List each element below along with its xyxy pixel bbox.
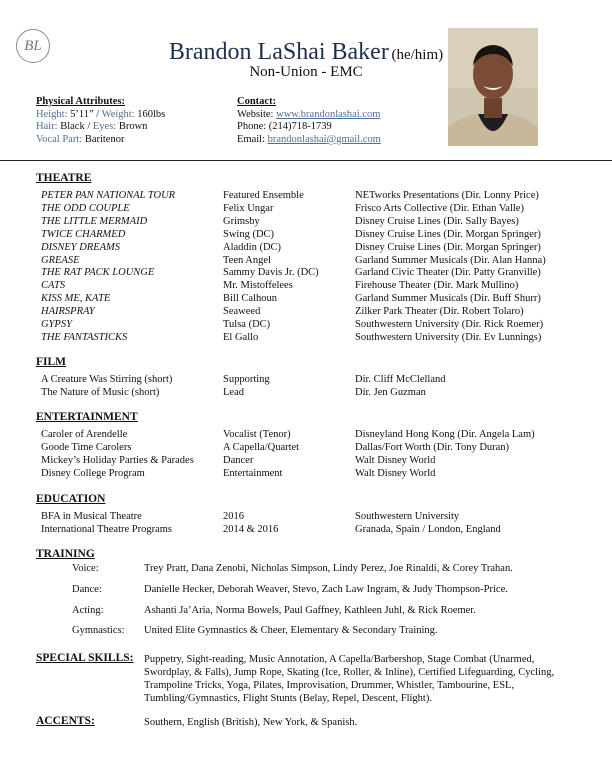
credit-title: BFA in Musical Theatre (41, 511, 142, 522)
training-instructors: Trey Pratt, Dana Zenobi, Nicholas Simpson, Lindy Perez, Joe Rinaldi, & Corey Trahan. (144, 563, 513, 574)
credit-row (0, 331, 612, 344)
credit-role: Vocalist (Tenor) (223, 429, 291, 440)
headshot-illustration (448, 28, 538, 146)
email-label: Email: (237, 133, 265, 145)
credit-role: 2016 (223, 511, 244, 522)
physical-heading: Physical Attributes: (36, 96, 125, 107)
credit-row (0, 189, 612, 202)
credit-title: THE FANTASTICKS (41, 331, 128, 343)
pronouns: (he/him) (391, 47, 444, 63)
credit-role: Aladdin (DC) (223, 241, 282, 253)
credit-company: Southwestern University (Dir. Ev Lunnings) (355, 331, 542, 343)
credit-role: Entertainment (223, 467, 283, 479)
credit-role: Bill Calhoun (223, 293, 277, 305)
credit-row (0, 241, 612, 254)
height-value: 5’11” (70, 108, 94, 120)
separator: / (84, 121, 93, 133)
credit-row (0, 523, 612, 536)
training-title: TRAINING (36, 548, 95, 560)
training-discipline: Dance: (72, 583, 102, 595)
credit-title: PETER PAN NATIONAL TOUR (41, 190, 176, 201)
credit-row (0, 318, 612, 331)
credit-title: THE LITTLE MERMAID (41, 215, 148, 227)
website-label: Website: (237, 108, 274, 120)
credit-role: A Capella/Quartet (223, 441, 300, 453)
credit-row (0, 454, 612, 467)
credit-title: GREASE (41, 254, 80, 266)
credit-company: Walt Disney World (355, 467, 436, 479)
website-line (237, 109, 381, 122)
vocal-line (36, 134, 165, 147)
credit-company: Southwestern University (355, 511, 460, 522)
physical-attributes-block (36, 96, 165, 146)
actor-name: Brandon LaShai Baker (168, 39, 389, 65)
header-divider (0, 160, 612, 161)
credit-title: HAIRSPRAY (41, 306, 95, 318)
eyes-label: Eyes: (92, 121, 117, 133)
credit-company: Dir. Jen Guzman (355, 386, 426, 398)
credit-company: Frisco Arts Collective (Dir. Ethan Valle) (355, 202, 524, 214)
credit-row (0, 266, 612, 279)
credit-row (0, 279, 612, 292)
credit-title: CATS (41, 280, 66, 292)
training-instructors: Ashanti Ja’Aria, Norma Bowels, Paul Gaffney, Kathleen Juhl, & Rick Roemer. (144, 604, 476, 616)
training-instructors: United Elite Gymnastics & Cheer, Elementary & Secondary Training. (144, 625, 438, 637)
union-status: Non-Union - EMC (249, 64, 363, 80)
credit-title: The Nature of Music (short) (41, 386, 160, 398)
logo-lettering: BL (24, 37, 42, 54)
headshot-photo (448, 28, 538, 146)
phone-label: Phone: (237, 121, 267, 133)
credit-row (0, 202, 612, 215)
credit-role: Tulsa (DC) (223, 319, 271, 330)
credit-company: NETworks Presentations (Dir. Lonny Price) (355, 190, 539, 201)
training-discipline: Voice: (72, 563, 99, 574)
credit-title: A Creature Was Stirring (short) (41, 374, 173, 385)
credit-role: Felix Ungar (223, 202, 274, 214)
credit-role: Supporting (223, 374, 270, 385)
credit-title: Disney College Program (41, 467, 145, 479)
credit-role: Seaweed (223, 306, 261, 318)
vocal-value: Baritenor (84, 133, 125, 145)
vocal-label: Vocal Part: (36, 133, 83, 145)
credit-row (0, 373, 612, 386)
credit-company: Disney Cruise Lines (Dir. Sally Bayes) (355, 215, 519, 227)
credit-row (0, 386, 612, 399)
credit-role: Teen Angel (223, 254, 271, 266)
credit-company: Firehouse Theater (Dir. Mark Mullino) (355, 280, 519, 292)
credit-role: Featured Ensemble (223, 190, 304, 201)
credit-role: Grimsby (223, 215, 260, 227)
hair-label: Hair: (36, 121, 58, 133)
credit-company: Dir. Cliff McClelland (355, 374, 446, 385)
training-discipline: Acting: (72, 604, 104, 616)
height-weight-line (36, 109, 165, 122)
credit-row (0, 510, 612, 523)
hair-value: Black (60, 121, 85, 133)
credit-company: Walt Disney World (355, 454, 436, 466)
website-link[interactable]: www.brandonlashai.com (276, 108, 381, 120)
credit-title: THE RAT PACK LOUNGE (41, 267, 155, 279)
credit-row (0, 467, 612, 480)
credit-company: Disney Cruise Lines (Dir. Morgan Springer) (355, 241, 541, 253)
education-title: EDUCATION (36, 493, 106, 505)
credit-role: Sammy Davis Jr. (DC) (223, 267, 319, 279)
credit-company: Garland Summer Musicals (Dir. Alan Hanna) (355, 254, 546, 266)
credit-title: GYPSY (41, 319, 72, 330)
special-skills-title: SPECIAL SKILLS: (36, 652, 134, 664)
accents-title: ACCENTS: (36, 715, 95, 727)
credit-row (0, 215, 612, 228)
credit-row (0, 254, 612, 267)
separator: / (93, 108, 102, 120)
email-line (237, 134, 381, 147)
credit-row (0, 292, 612, 305)
weight-label: Weight: (101, 108, 135, 120)
credit-role: 2014 & 2016 (223, 523, 279, 535)
credit-title: Caroler of Arendelle (41, 429, 128, 440)
credit-company: Zilker Park Theater (Dir. Robert Tolaro) (355, 306, 524, 318)
entertainment-title: ENTERTAINMENT (36, 411, 138, 423)
credit-role: Swing (DC) (223, 228, 275, 240)
credit-company: Granada, Spain / London, England (355, 523, 501, 535)
phone-line (237, 121, 381, 134)
weight-value: 160lbs (137, 108, 166, 120)
film-title: FILM (36, 356, 67, 368)
credit-title: Mickey’s Holiday Parties & Parades (41, 454, 194, 466)
credit-row (0, 428, 612, 441)
contact-heading: Contact: (237, 96, 277, 107)
credit-row (0, 441, 612, 454)
credit-company: Dallas/Fort Worth (Dir. Tony Duran) (355, 441, 510, 453)
credit-company: Garland Summer Musicals (Dir. Buff Shurr) (355, 293, 541, 305)
credit-role: Mr. Mistoffelees (223, 280, 293, 292)
credit-company: Southwestern University (Dir. Rick Roemer) (355, 319, 544, 330)
hair-eyes-line (36, 121, 165, 134)
credit-role: Dancer (223, 454, 254, 466)
phone-value: (214)718-1739 (268, 121, 332, 133)
credit-role: El Gallo (223, 331, 259, 343)
credit-role: Lead (223, 386, 244, 398)
training-instructors: Danielle Hecker, Deborah Weaver, Stevo, Zach Law Ingram, & Judy Thompson-Price. (144, 583, 508, 595)
credit-company: Garland Civic Theater (Dir. Patty Granville) (355, 267, 541, 279)
credit-row (0, 228, 612, 241)
credit-title: DISNEY DREAMS (41, 241, 121, 253)
email-link[interactable]: brandonlashai@gmail.com (267, 133, 381, 145)
contact-block (237, 96, 381, 146)
theatre-title: THEATRE (36, 172, 92, 184)
accents-text: Southern, English (British), New York, & Spanish. (144, 717, 358, 728)
credit-company: Disney Cruise Lines (Dir. Morgan Springer) (355, 228, 541, 240)
credit-row (0, 305, 612, 318)
credit-title: TWICE CHARMED (41, 228, 126, 240)
credit-title: Goode Time Carolers (41, 441, 132, 453)
credit-title: International Theatre Programs (41, 523, 173, 535)
credit-title: THE ODD COUPLE (41, 202, 130, 214)
eyes-value: Brown (118, 121, 148, 133)
special-skills-text: Puppetry, Sight-reading, Music Annotation, A Capella/Barbershop, Stage Combat (Unarmed, Swordplay, & Falls), Jump Rope, Skating (Ice, Roller, & Inline), Certified Lifeguarding, Cycling, Trampoline Tricks, Yoga, Pilates, Improvisation, Drummer, Whistler, Tambourine, ESL, Tumbling/Gymnastics, Flight Stunts (Belay, Repel, Descent, Flight). (144, 654, 555, 704)
height-label: Height: (36, 108, 68, 120)
credit-title: KISS ME, KATE (41, 293, 111, 305)
training-discipline: Gymnastics: (72, 625, 125, 637)
credit-company: Disneyland Hong Kong (Dir. Angela Lam) (355, 429, 535, 440)
